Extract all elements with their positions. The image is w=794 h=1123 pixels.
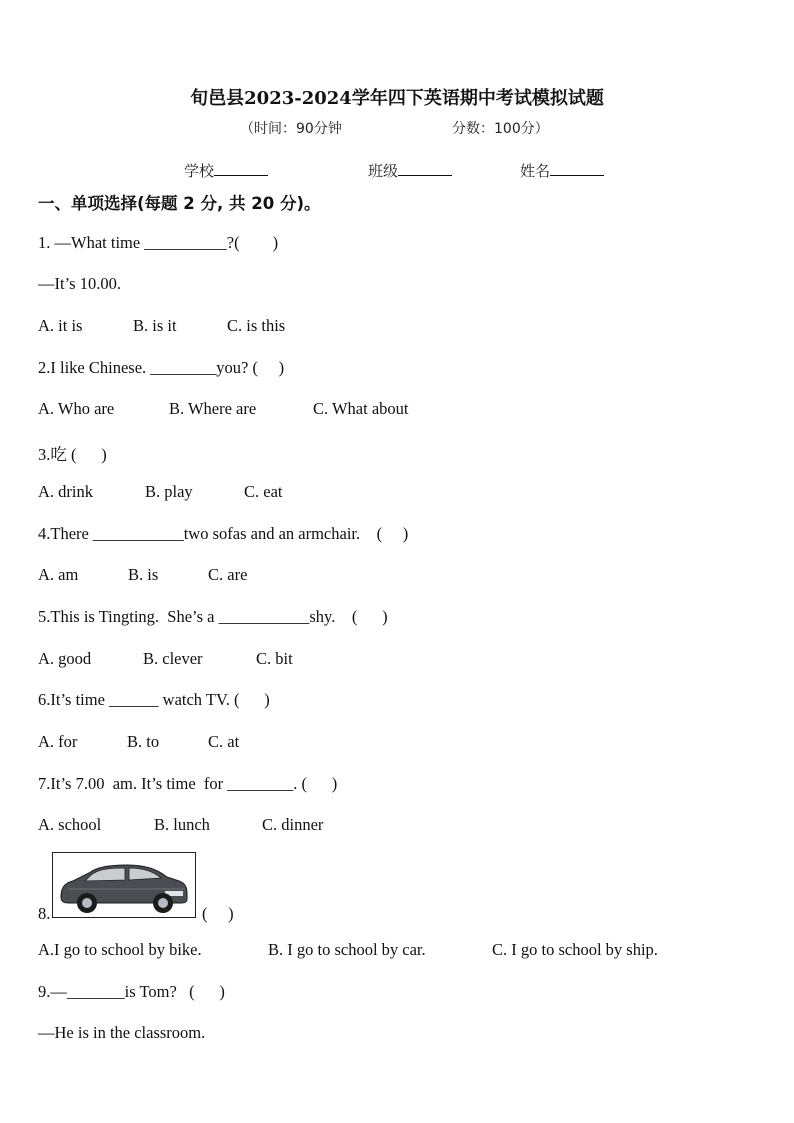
question-8-answer-paren: ( ) <box>202 904 234 923</box>
section-heading: 一、单项选择(每题 2 分, 共 20 分)。 <box>38 194 321 213</box>
car-picture <box>52 852 196 918</box>
question-2-stem: 2.I like Chinese. ________you? ( ) <box>38 358 285 377</box>
question-6-option-b[interactable]: B. to <box>127 732 160 751</box>
question-3-option-b[interactable]: B. play <box>145 482 193 501</box>
car-icon <box>53 853 195 917</box>
question-1-option-b[interactable]: B. is it <box>133 316 177 335</box>
question-5-stem: 5.This is Tingting. She’s a ___________shy. ( ) <box>38 607 388 626</box>
question-6-option-c[interactable]: C. at <box>208 732 240 751</box>
question-2-option-c[interactable]: C. What about <box>313 399 409 418</box>
question-9-stem: 9.—_______is Tom? ( ) <box>38 982 225 1001</box>
question-6-option-a[interactable]: A. for <box>38 732 78 751</box>
question-6-stem: 6.It’s time ______ watch TV. ( ) <box>38 690 270 709</box>
question-5-option-b[interactable]: B. clever <box>143 649 203 668</box>
question-1-reply: —It’s 10.00. <box>38 274 121 293</box>
question-8-option-b[interactable]: B. I go to school by car. <box>268 940 426 959</box>
question-2-option-b[interactable]: B. Where are <box>169 399 257 418</box>
question-5-option-c[interactable]: C. bit <box>256 649 293 668</box>
question-2-option-a[interactable]: A. Who are <box>38 399 115 418</box>
question-8-option-a[interactable]: A.I go to school by bike. <box>38 940 202 959</box>
question-3-stem: 3.吃 ( ) <box>38 445 107 464</box>
question-4-option-b[interactable]: B. is <box>128 565 159 584</box>
question-4-option-a[interactable]: A. am <box>38 565 79 584</box>
time-label: （时间：90分钟 <box>240 121 342 137</box>
question-5-option-a[interactable]: A. good <box>38 649 92 668</box>
question-7-option-a[interactable]: A. school <box>38 815 102 834</box>
question-7-stem: 7.It’s 7.00 am. It’s time for ________. ( ) <box>38 774 338 793</box>
question-4-option-c[interactable]: C. are <box>208 565 248 584</box>
question-1-option-c[interactable]: C. is this <box>227 316 286 335</box>
class-blank[interactable] <box>398 161 452 176</box>
page-title: 旬邑县2023-2024学年四下英语期中考试模拟试题 <box>190 88 604 109</box>
question-4-stem: 4.There ___________two sofas and an armchair. ( ) <box>38 524 409 543</box>
question-8-stem: 8. <box>38 904 51 923</box>
question-7-option-c[interactable]: C. dinner <box>262 815 324 834</box>
name-field: 姓名 <box>520 160 604 181</box>
question-3-option-c[interactable]: C. eat <box>244 482 283 501</box>
question-8-option-c[interactable]: C. I go to school by ship. <box>492 940 658 959</box>
question-3-option-a[interactable]: A. drink <box>38 482 93 501</box>
question-7-option-b[interactable]: B. lunch <box>154 815 210 834</box>
school-blank[interactable] <box>214 161 268 176</box>
name-blank[interactable] <box>550 161 604 176</box>
class-field: 班级 <box>368 160 452 181</box>
question-1-option-a[interactable]: A. it is <box>38 316 83 335</box>
question-9-reply: —He is in the classroom. <box>38 1023 206 1042</box>
score-label: 分数：100分） <box>452 121 549 137</box>
question-1-stem: 1. —What time __________?( ) <box>38 233 279 252</box>
school-field: 学校 <box>184 160 268 181</box>
